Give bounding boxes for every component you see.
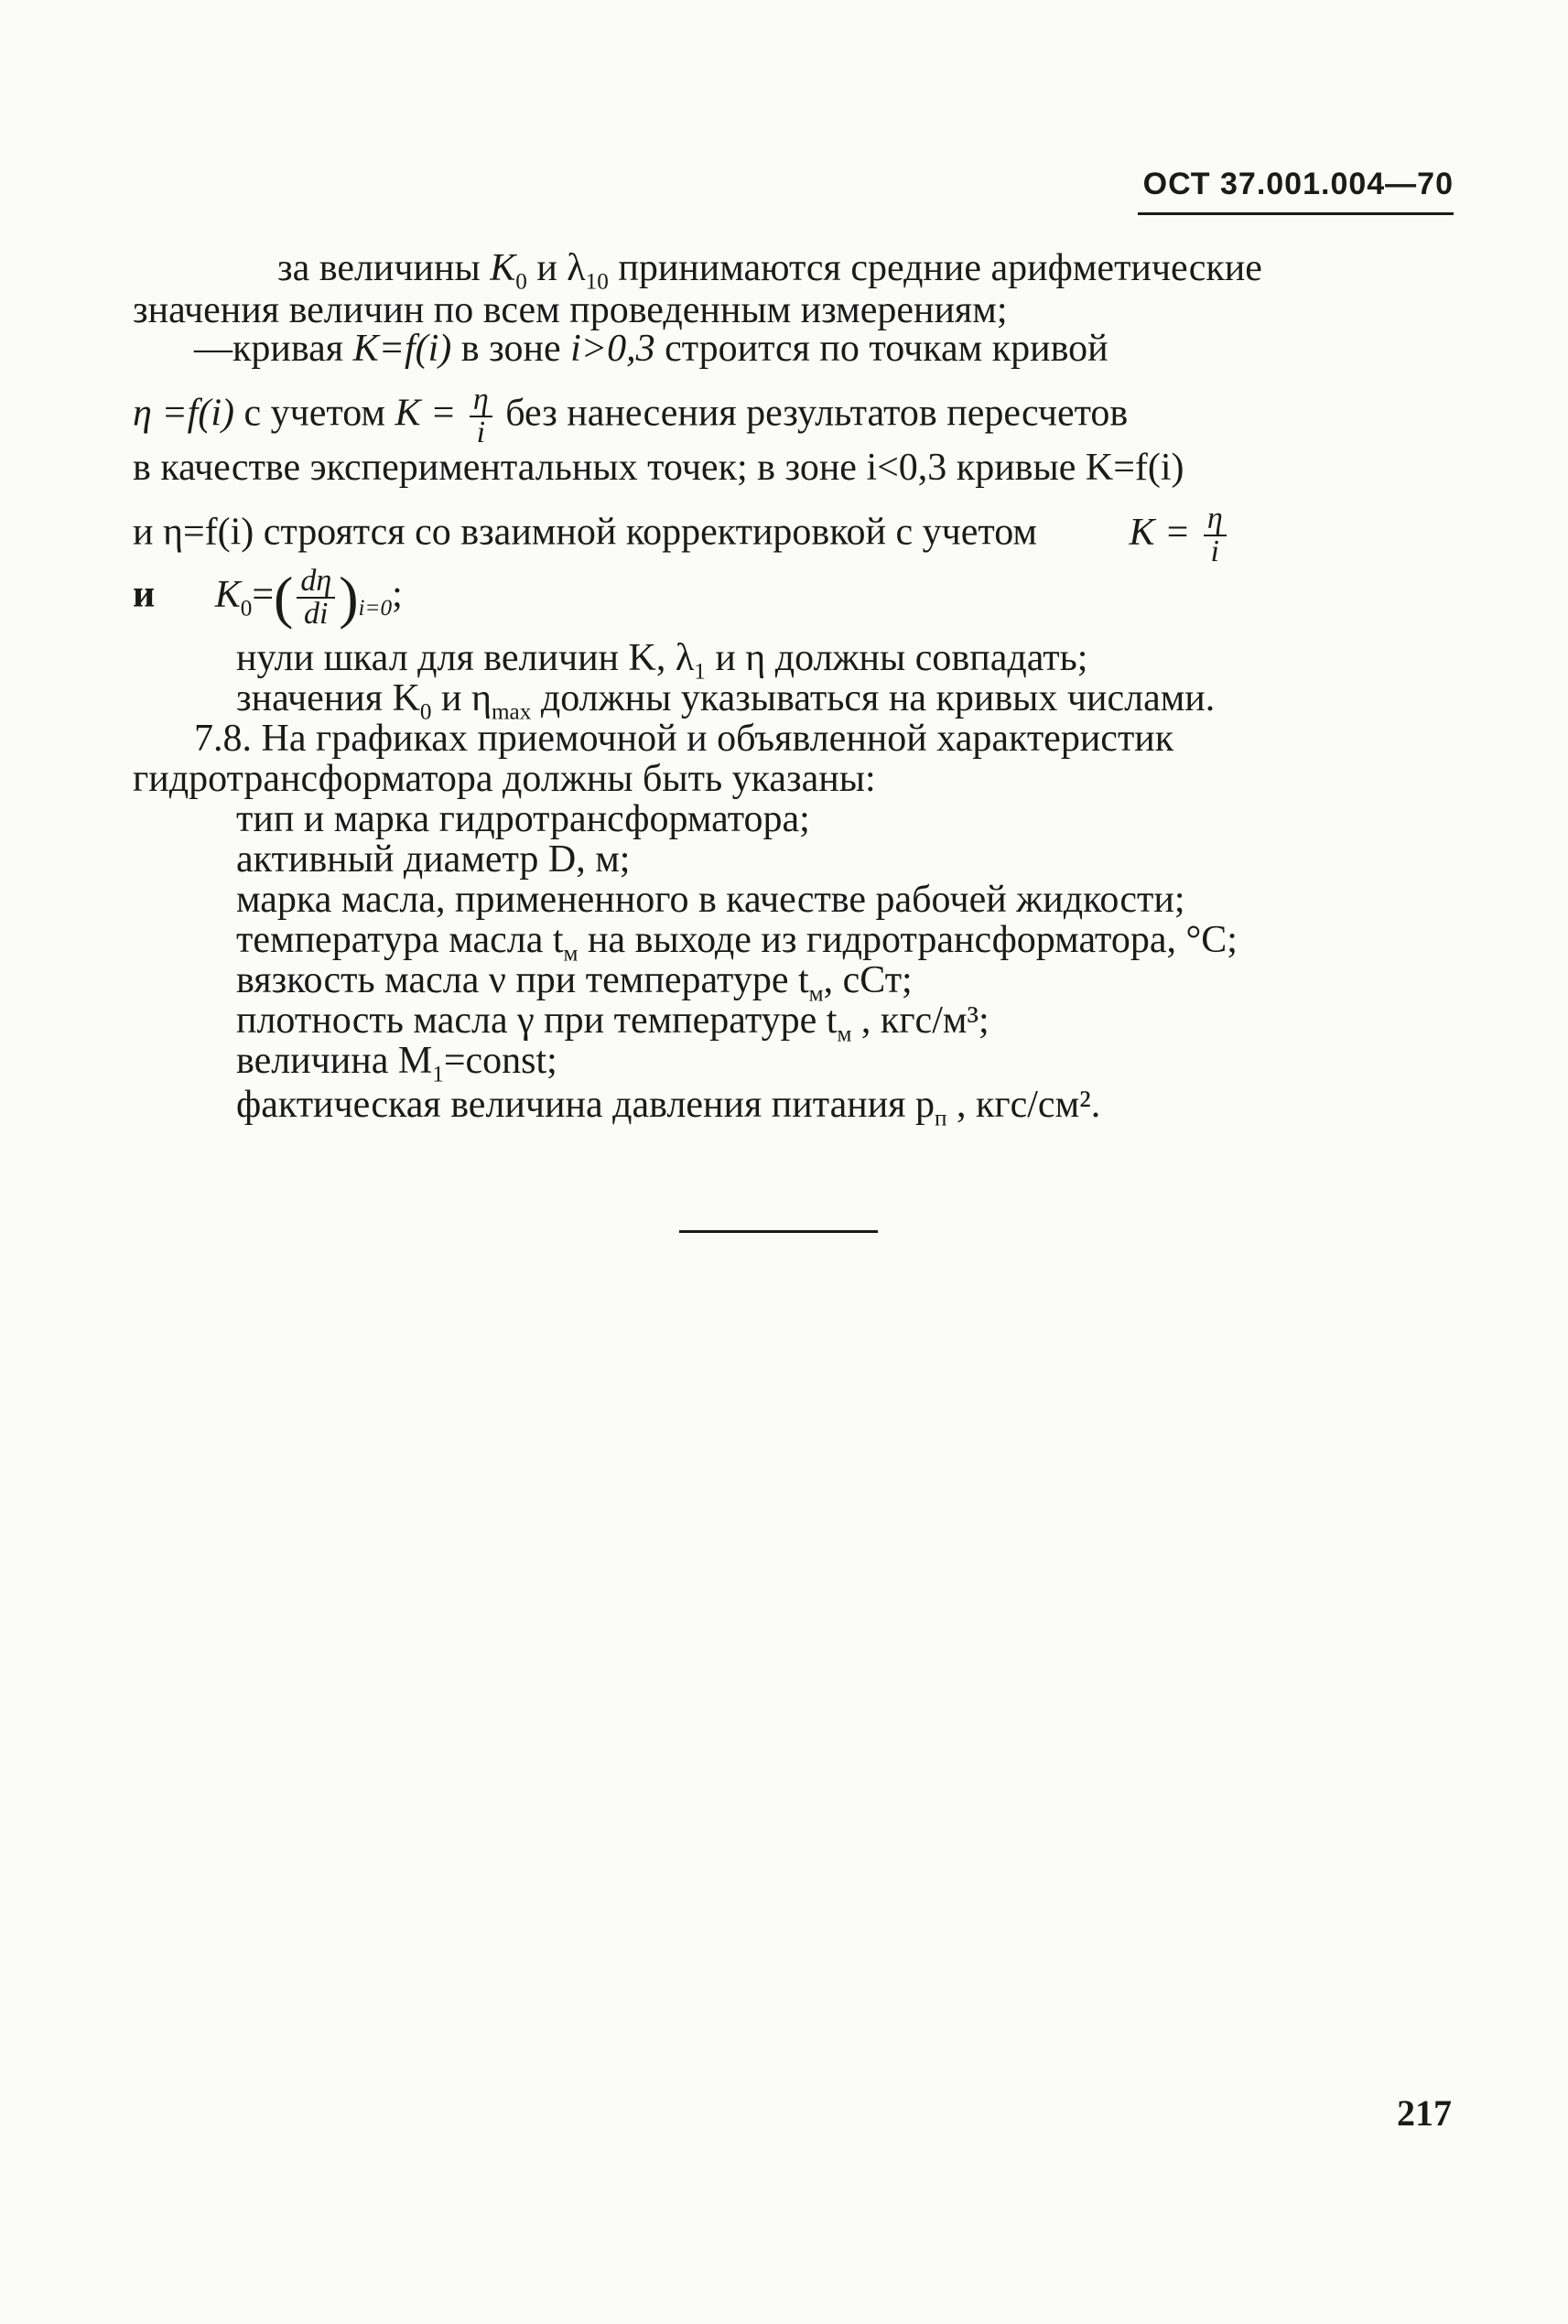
text-line: значения величин по всем проведенным измерениям; bbox=[133, 289, 1008, 331]
text-line: тип и марка гидротрансформатора; bbox=[236, 798, 810, 840]
text-line: и $K_0=$( $\frac{d\eta}{di}$ )$_{i=0}$; bbox=[133, 564, 403, 631]
document-code: ОСТ 37.001.004—70 bbox=[1142, 167, 1454, 201]
text-line: за величины $K_0$ и $\lambda_{10}$ принимаются средние арифметические bbox=[277, 247, 1262, 295]
text-line: 7.8. На графиках приемочной и объявленной характеристик bbox=[194, 718, 1174, 760]
text-line: гидротрансформатора должны быть указаны: bbox=[133, 758, 876, 800]
text-line: —кривая K=f(i) в зоне i>0,3 строится по точкам кривой bbox=[194, 328, 1108, 370]
text-line: марка масла, примененного в качестве рабочей жидкости; bbox=[236, 879, 1185, 921]
fraction-eta-i: $\frac{\eta}{i}$ bbox=[470, 384, 492, 449]
text-line: значения $K_0$ и $\eta_{max}$ должны указываться на кривых числами. bbox=[236, 677, 1216, 725]
text-line: активный диаметр D, м; bbox=[236, 838, 631, 881]
text-line: η =f(i) с учетом K = $\frac{\eta}{i}$ без нанесения результатов пересчетов bbox=[133, 383, 1129, 449]
text-line: фактическая величина давления питания $p_п$ , кгс/см². bbox=[236, 1084, 1101, 1131]
text-line: и η=f(i) строятся со взаимной корректировкой с учетом K = $\frac{\eta}{i}$ bbox=[133, 503, 1230, 567]
page-number: 217 bbox=[1397, 2092, 1452, 2134]
text-line: температура масла $t_м$ на выходе из гидротрансформатора, °С; bbox=[236, 919, 1238, 967]
text-line: нули шкал для величин K, $\lambda_1$ и η должны совпадать; bbox=[236, 637, 1088, 685]
section-separator bbox=[679, 1230, 878, 1233]
text-line: плотность масла γ при температуре $t_м$ , кгс/м³; bbox=[236, 1000, 989, 1047]
text-line: в качестве экспериментальных точек; в зоне i<0,3 кривые K=f(i) bbox=[133, 447, 1184, 489]
fraction-eta-i: $\frac{\eta}{i}$ bbox=[1204, 503, 1227, 567]
text-line: вязкость масла ν при температуре $t_м$, сСт; bbox=[236, 959, 913, 1007]
fraction-deta-di: $\frac{d\eta}{di}$ bbox=[297, 566, 335, 630]
text-line: величина $M_1=const$; bbox=[236, 1040, 557, 1087]
